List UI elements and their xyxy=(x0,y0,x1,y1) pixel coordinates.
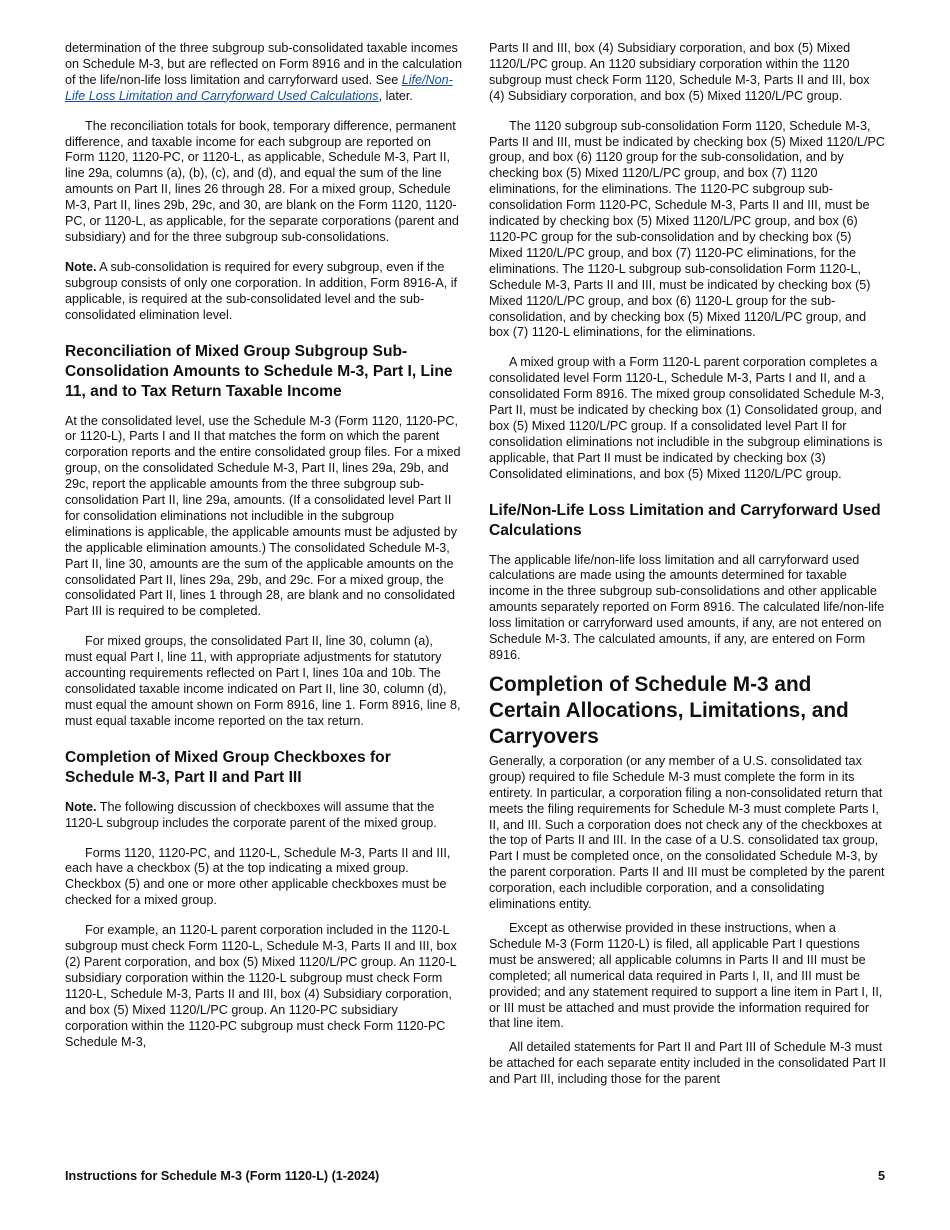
footer-title: Instructions for Schedule M-3 (Form 1120-L) (1-2024) xyxy=(65,1169,380,1183)
paragraph: A mixed group with a Form 1120-L parent corporation completes a consolidated level Form 1120-L, Schedule M-3, Parts I and II, and a consolidated Form 8916. The mixed group consolidated Schedule M-3, Part II, must be indicated by checking box (1) Consolidated group, and box (5) Mixed 1120/L/PC group. If a consolidated level Part II for consolidation eliminations not includible in the subgroup eliminations is applicable, that Part II must be indicated by checking box (3) Consolidated eliminations, and box (5) Mixed 1120/L/PC group. xyxy=(489,355,885,481)
note-paragraph: Note. A sub-consolidation is required for every subgroup, even if the subgroup consists of only one corporation. In addition, Form 8916-A, if applicable, is required at the sub-consolidated level and the sub-consolidated elimination level. xyxy=(65,259,458,322)
paragraph: Parts II and III, box (4) Subsidiary corporation, and box (5) Mixed 1120/L/PC group. An 1120 subsidiary corporation within the 1120 subgroup must check Form 1120, Schedule M-3, Parts II and III, box (4) Subsidiary corporation, and box (5) Mixed 1120/L/PC group. xyxy=(489,41,870,103)
paragraph: Generally, a corporation (or any member of a U.S. consolidated tax group) required to file Schedule M-3 must complete the form in its entirety. In particular, a corporation filing a non-consolidated return that meets the filing requirements for Schedule M-3 must complete Parts I, II, and III. Such a corporation does not check any of the checkboxes at the top of Parts II and III. In the case of a U.S. consolidated tax group, Part I must be completed once, on the consolidated Schedule M-3, by the parent corporation. Parts II and III must be completed by the parent corporation, each includible corporation, and a consolidating eliminations entity. xyxy=(489,753,885,912)
right-column xyxy=(489,41,886,1096)
paragraph: determination of the three subgroup sub-consolidated taxable incomes on Schedule M-3, but are reflected on Form 8916 and in the calculation of the life/non-life loss limitation and carryforward used. See Life/Non-Life Loss Limitation and Carryforward Used Calculations, later. xyxy=(65,41,462,103)
note-label: Note. xyxy=(65,259,97,274)
note-label: Note. xyxy=(65,799,97,814)
section-heading: Completion of Mixed Group Checkboxes for Schedule M-3, Part II and Part III xyxy=(65,748,391,786)
note-paragraph: Note. The following discussion of checkboxes will assume that the 1120-L subgroup includes the corporate parent of the mixed group. xyxy=(65,799,437,830)
paragraph: All detailed statements for Part II and Part III of Schedule M-3 must be attached for each separate entity included in the consolidated Part II and Part III, including those for the parent xyxy=(489,1040,886,1087)
paragraph: The 1120 subgroup sub-consolidation Form 1120, Schedule M-3, Parts II and III, must be indicated by checking box (5) Mixed 1120/L/PC group, and box (6) 1120 group for the sub-consolidation, and by checking box (5) Mixed 1120/L/PC group, and box (7) 1120 eliminations, for the eliminations. The 1120-PC subgroup sub-consolidation Form 1120-PC, Schedule M-3, Parts II and III, must be indicated by checking box (5) Mixed 1120/L/PC group, and box (6) 1120-PC group for the sub-consolidation and by checking box (5) Mixed 1120/L/PC group, and box (7) 1120-PC eliminations, for the eliminations. The 1120-L subgroup sub-consolidation Form 1120-L, Schedule M-3, Parts II and III, must be indicated by checking box (5) Mixed 1120/L/PC group, and box (6) 1120-L group for the sub-consolidation, and by checking box (5) Mixed 1120/L/PC group, and box (7) 1120-L eliminations, for the eliminations. xyxy=(489,118,885,340)
paragraph: For mixed groups, the consolidated Part II, line 30, column (a), must equal Part I, line 11, with appropriate adjustments for statutory accounting requirements reflected on Part I, lines 10a and 10b. The consolidated taxable income indicated on Part II, line 30, column (d), must equal the amount shown on Form 8916, line 1. Form 8916, line 8, must equal taxable income reported on the tax return. xyxy=(65,634,461,728)
section-heading: Reconciliation of Mixed Group Subgroup Sub-Consolidation Amounts to Schedule M-3, Part I, Line 11, and to Tax Return Taxable Income xyxy=(65,342,453,400)
paragraph: Except as otherwise provided in these instructions, when a Schedule M-3 (Form 1120-L) is filed, all applicable Part I questions must be answered; all applicable columns in Parts II and III must be completed; all numerical data required in Parts I, II, and III must be provided; and any statement required to support a line item in Part I, II, or III must be attached and must provide the information required for that line item. xyxy=(489,920,883,1031)
page-number: 5 xyxy=(877,1169,885,1183)
section-heading: Life/Non-Life Loss Limitation and Carryforward Used Calculations xyxy=(489,501,881,539)
paragraph: The reconciliation totals for book, temporary difference, permanent difference, and taxable income for each subgroup are reported on Form 1120, 1120-PC, or 1120-L, as applicable, Schedule M-3, Part II, line 29a, columns (a), (b), (c), and (d), and equal the sum of the line amounts on Part II, lines 26 through 28. For a mixed group, Schedule M-3, Part II, lines 29b, 29c, and 30, are blank on the Form 1120, 1120-PC, or 1120-L, as applicable, for the separate corporations (parent and subsidiary) and for the three subgroup sub-consolidations. xyxy=(65,118,459,244)
paragraph: At the consolidated level, use the Schedule M-3 (Form 1120, 1120-PC, or 1120-L), Parts I and II that matches the form on which the parent corporation reports and the entire consolidated group files. For a mixed group, on the consolidated Schedule M-3, Part II, lines 29a, 29b, and 29c, report the applicable amounts from the three subgroup sub-consolidation Part II, line 29a, amounts. (If a consolidated level Part II for consolidation eliminations not includible in the subgroup eliminations is applicable, the applicable amounts must be adjusted by the applicable elimination amounts.) The consolidated Schedule M-3, Part II, line 30, amounts are the sum of the applicable amounts on the consolidated Part II, lines 29a, 29b, and 29c. For a mixed group, the consolidated Part II, lines 1 through 28, are blank and no consolidated Part III is required to be completed. xyxy=(65,413,461,619)
life-nonlife-loss-link[interactable]: Life/Non-Life Loss Limitation and Carryforward Used Calculations xyxy=(65,72,453,103)
paragraph: Forms 1120, 1120-PC, and 1120-L, Schedule M-3, Parts II and III, each have a checkbox (5) at the top indicating a mixed group. Checkbox (5) and one or more other applicable checkboxes must be checked for a mixed group. xyxy=(65,845,451,908)
paragraph: For example, an 1120-L parent corporation included in the 1120-L subgroup must check Form 1120-L, Schedule M-3, Parts II and III, box (2) Parent corporation, and box (5) Mixed 1120/L/PC group. An 1120-L subsidiary corporation within the 1120-L subgroup must check Form 1120-L, Schedule M-3, Parts II and III, box (4) Subsidiary corporation, and box (5) Mixed 1120/L/PC group. An 1120-PC subsidiary corporation within the 1120-PC subgroup must check Form 1120-PC Schedule M-3, xyxy=(65,923,457,1049)
paragraph: The applicable life/non-life loss limitation and all carryforward used calculations are made using the amounts determined for taxable income in the three subgroup sub-consolidations and other applicable amounts separately reported on Form 8916. The calculated life/non-life loss limitation or carryforward used amounts, if any, are not entered on Schedule M-3. The calculated amounts, if any, are entered on Form 8916. xyxy=(489,552,885,662)
major-heading: Completion of Schedule M-3 and Certain Allocations, Limitations, and Carryovers xyxy=(489,672,849,748)
left-column xyxy=(65,41,462,1064)
